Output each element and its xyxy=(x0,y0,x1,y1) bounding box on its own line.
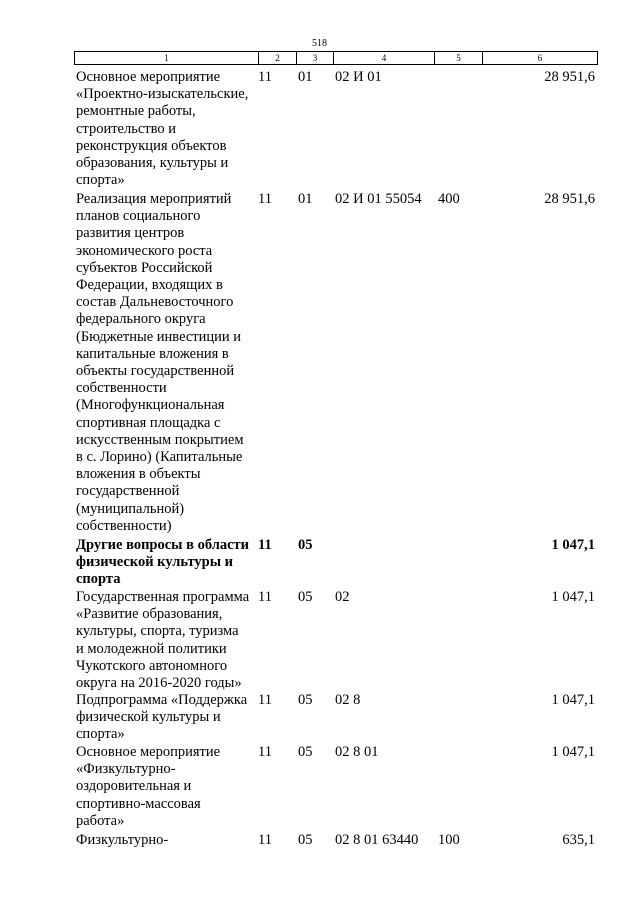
header-col-5: 5 xyxy=(435,52,483,64)
row-subsection: 01 xyxy=(298,69,313,85)
row-amount: 1 047,1 xyxy=(551,537,595,553)
row-name: Реализация мероприятий планов социального развития центров экономического роста субъектов Российской Федерации, входящих в состав Дальневосточного федерального округа (Бюджетные инвестиции и капитальные вложения в объекты государственной собственности (Многофункциональная спортивная площадка с искусственным покрытием в с. Лорино) (Капитальные вложения в объекты государственной (муниципальной) собственности) xyxy=(76,191,244,534)
table-header xyxy=(74,51,598,65)
row-name: Государственная программа «Развитие образования, культуры, спорта, туризма и молодежной политики Чукотского автономного округа на 2016-2020 годы» xyxy=(76,589,250,692)
row-section: 11 xyxy=(258,692,272,708)
row-target-code: 02 8 01 63440 xyxy=(335,832,419,848)
row-amount: 28 951,6 xyxy=(544,191,595,207)
row-target-code: 02 И 01 xyxy=(335,69,382,85)
row-subsection: 05 xyxy=(298,537,313,553)
row-target-code: 02 И 01 55054 xyxy=(335,191,422,207)
row-name: Другие вопросы в области физической культуры и спорта xyxy=(76,537,250,588)
row-expense-type: 400 xyxy=(438,191,460,207)
header-col-1: 1 xyxy=(75,52,259,64)
row-amount: 28 951,6 xyxy=(544,69,595,85)
row-name: Основное мероприятие «Проектно-изыскательские, ремонтные работы, строительство и реконструкция объектов образования, культуры и спорта» xyxy=(76,69,249,189)
row-subsection: 01 xyxy=(298,191,313,207)
row-amount: 1 047,1 xyxy=(551,589,595,605)
row-section: 11 xyxy=(258,744,272,760)
page-number: 518 xyxy=(312,38,327,49)
row-section: 11 xyxy=(258,537,272,553)
row-amount: 1 047,1 xyxy=(551,692,595,708)
header-col-3: 3 xyxy=(297,52,334,64)
row-section: 11 xyxy=(258,191,272,207)
row-amount: 635,1 xyxy=(562,832,595,848)
header-col-4: 4 xyxy=(334,52,435,64)
row-target-code: 02 8 xyxy=(335,692,361,708)
header-col-2: 2 xyxy=(259,52,297,64)
row-section: 11 xyxy=(258,589,272,605)
header-col-6: 6 xyxy=(537,53,543,63)
row-subsection: 05 xyxy=(298,744,313,760)
row-name: Физкультурно- xyxy=(76,832,169,848)
row-target-code: 02 8 01 xyxy=(335,744,379,760)
row-expense-type: 100 xyxy=(438,832,460,848)
row-subsection: 05 xyxy=(298,589,313,605)
row-name: Подпрограмма «Поддержка физической культуры и спорта» xyxy=(76,692,248,743)
row-name: Основное мероприятие «Физкультурно- оздоровительная и спортивно-массовая работа» xyxy=(76,744,221,829)
row-amount: 1 047,1 xyxy=(551,744,595,760)
row-section: 11 xyxy=(258,69,272,85)
row-subsection: 05 xyxy=(298,832,313,848)
row-section: 11 xyxy=(258,832,272,848)
row-subsection: 05 xyxy=(298,692,313,708)
row-target-code: 02 xyxy=(335,589,350,605)
